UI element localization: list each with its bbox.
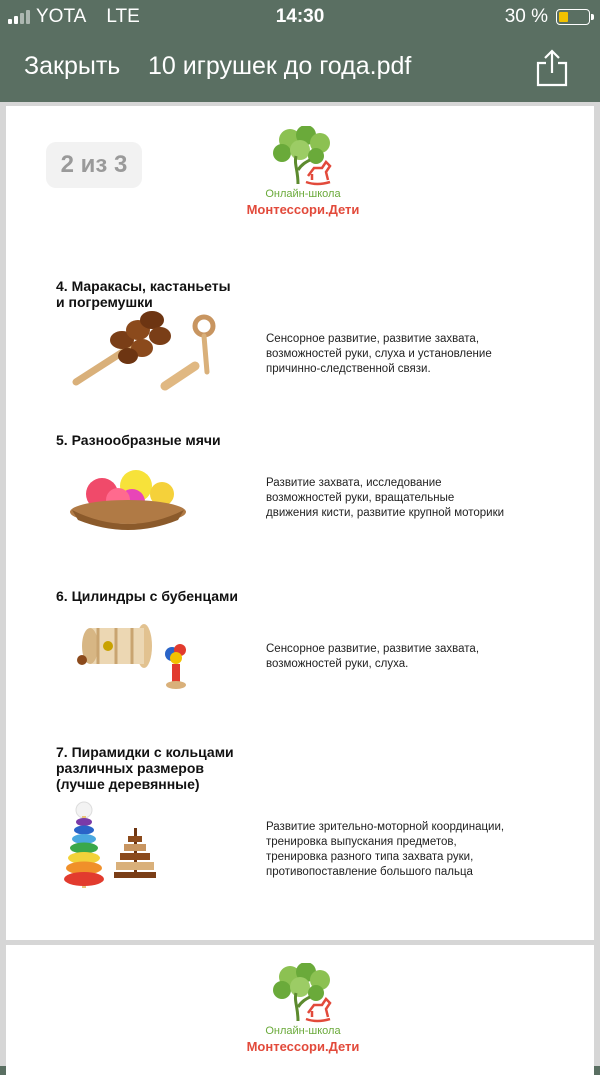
item-desc-5: Развитие захвата, исследование возможностей руки, вращательные движения кисти, развитие крупной моторики — [266, 477, 505, 519]
tree-logo-icon — [268, 963, 338, 1025]
close-button[interactable]: Закрыть — [24, 52, 121, 80]
item-title-5: 5. Разнообразные мячи — [56, 432, 221, 448]
status-bar — [0, 0, 600, 34]
school-logo — [238, 963, 368, 1073]
document-title: 10 игрушек до года.pdf — [148, 52, 412, 80]
item-desc-4: Сенсорное развитие, развитие захвата, возможностей руки, слуха и установление причинно-следственной связи. — [266, 333, 492, 375]
item-title-7: 7. Пирамидки с кольцами различных размеров (лучше деревянные) — [56, 744, 234, 792]
nav-bar — [0, 34, 600, 102]
battery-icon — [556, 9, 590, 25]
pdf-page — [6, 106, 594, 940]
tree-logo-icon — [268, 126, 338, 188]
share-icon — [534, 48, 570, 88]
battery-percent: 30 % — [504, 6, 548, 27]
pdf-viewer[interactable] — [0, 102, 600, 1066]
item-desc-7: Развитие зрительно-моторной координации, тренировка выпускания предметов, тренировка разного типа захвата руки, противопоставление большого пальца — [266, 821, 505, 878]
balls-basket-image — [66, 464, 190, 532]
school-logo — [238, 126, 368, 236]
pdf-page-next — [6, 945, 594, 1075]
clock: 14:30 — [275, 6, 325, 27]
item-title-6: 6. Цилиндры с бубенцами — [56, 588, 238, 604]
logo-title: Монтессори.Дети — [246, 202, 360, 217]
logo-title: Монтессори.Дети — [246, 1039, 360, 1054]
share-button[interactable] — [534, 48, 570, 88]
item-desc-6: Сенсорное развитие, развитие захвата, возможностей руки, слуха. — [266, 643, 480, 670]
logo-subtitle: Онлайн-школа — [265, 1025, 341, 1037]
bell-cylinder-image — [68, 620, 198, 692]
item-title-4: 4. Маракасы, кастаньеты и погремушки — [56, 278, 231, 310]
page-counter: 2 из 3 — [46, 142, 142, 188]
maracas-image — [70, 306, 230, 396]
pyramid-image — [60, 800, 160, 896]
logo-subtitle: Онлайн-школа — [265, 188, 341, 200]
carrier-name: YOTA — [36, 6, 87, 27]
network-type: LTE — [106, 6, 140, 27]
